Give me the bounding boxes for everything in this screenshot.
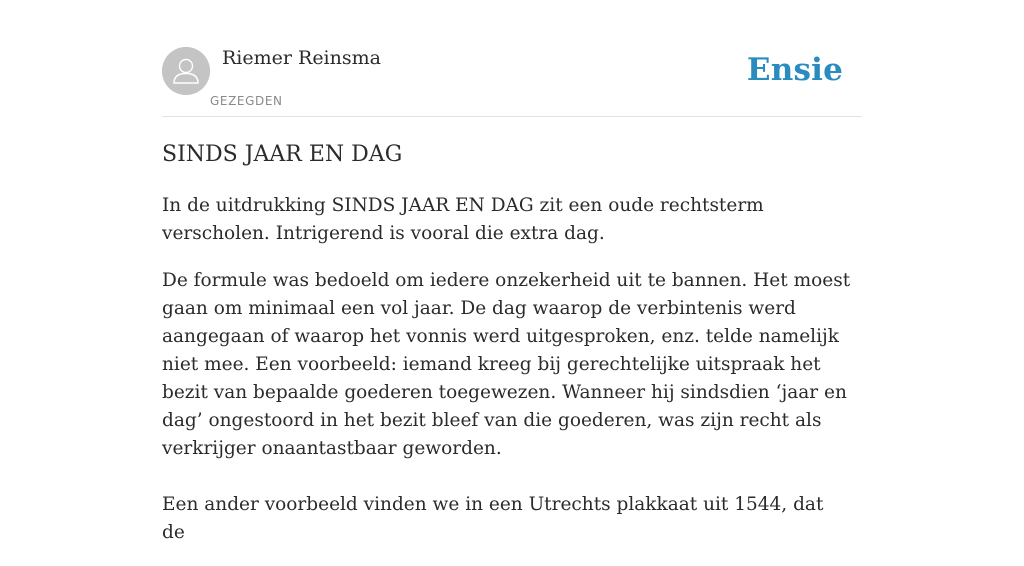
article-title: SINDS JAAR EN DAG xyxy=(162,142,403,167)
article-header xyxy=(162,0,862,117)
ensie-logo[interactable]: Ensie xyxy=(746,52,843,88)
article-page xyxy=(162,0,862,543)
article-paragraph: In de uitdrukking SINDS JAAR EN DAG zit een oude rechtsterm verscholen. Intrigerend is vooral die extra dag. xyxy=(162,195,764,244)
author-name[interactable]: Riemer Reinsma xyxy=(222,47,381,69)
user-avatar-icon[interactable] xyxy=(162,47,210,95)
article-body xyxy=(162,192,852,566)
article-paragraph: Een ander voorbeeld vinden we in een Utrechts plakkaat uit 1544, dat de xyxy=(162,494,824,543)
article-paragraph: De formule was bedoeld om iedere onzekerheid uit te bannen. Het moest gaan om minimaal een vol jaar. De dag waarop de verbintenis werd aangegaan of waarop het vonnis werd uitgesproken, enz. telde namelijk niet mee. Een voorbeeld: iemand kreeg bij gerechtelijke uitspraak het bezit van bepaalde goederen toegewezen. Wanneer hij sindsdien ‘jaar en dag’ ongestoord in het bezit bleef van die goederen, was zijn recht als verkrijger onaantastbaar geworden. xyxy=(162,270,851,459)
category-label[interactable]: GEZEGDEN xyxy=(210,94,283,108)
